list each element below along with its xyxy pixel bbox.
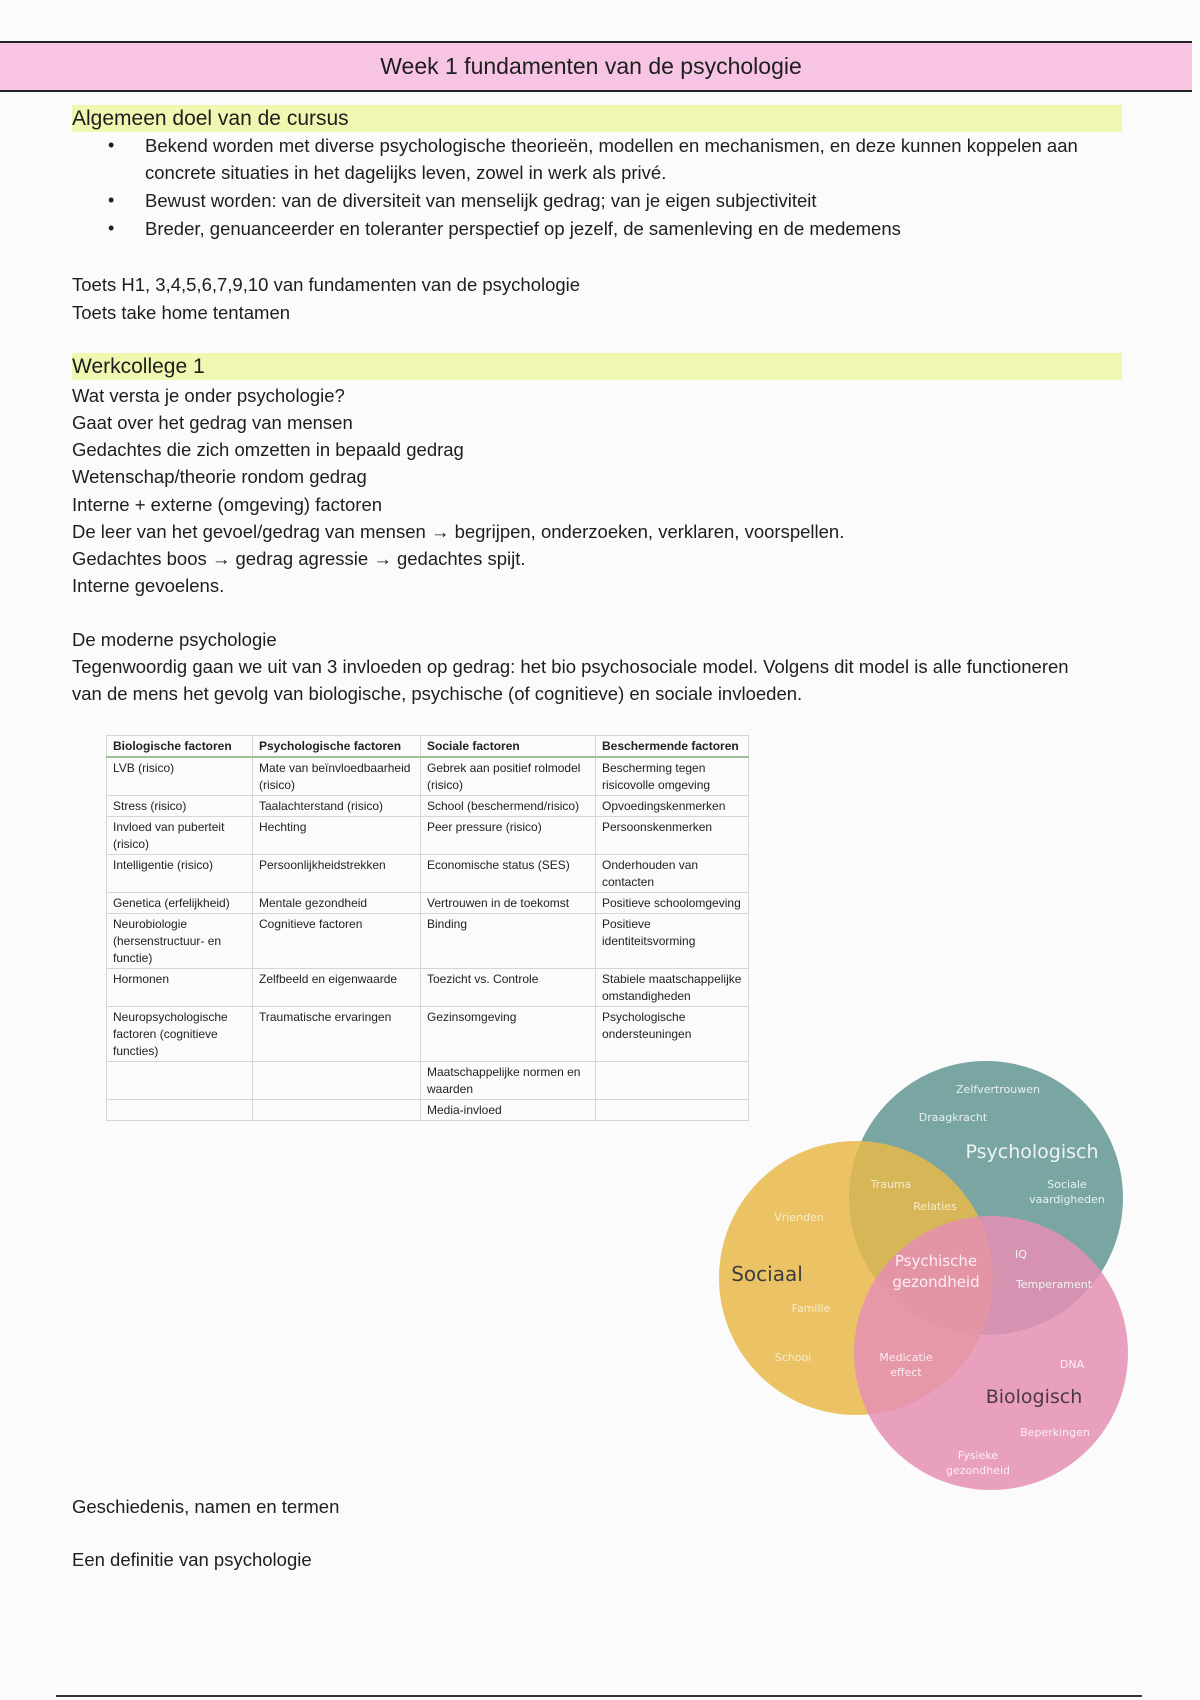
table-row bbox=[107, 893, 749, 914]
page-title: Week 1 fundamenten van de psychologie bbox=[380, 53, 802, 79]
table-cell: School (beschermend/risico) bbox=[421, 796, 596, 817]
test-line: Toets take home tentamen bbox=[72, 302, 291, 323]
table-cell bbox=[107, 1062, 253, 1100]
table-row bbox=[107, 817, 749, 855]
table-cell: Neurobiologie (hersenstructuur- en functie) bbox=[107, 914, 253, 969]
table-cell: Maatschappelijke normen en waarden bbox=[421, 1062, 596, 1100]
bottom-rule bbox=[56, 1695, 1142, 1697]
table-row bbox=[107, 855, 749, 893]
venn-label-sociaal: Sociaal bbox=[731, 1262, 803, 1286]
table-cell: Positieve schoolomgeving bbox=[596, 893, 749, 914]
venn-term: Beperkingen bbox=[1020, 1426, 1090, 1439]
footer-line: Geschiedenis, namen en termen bbox=[72, 1496, 340, 1517]
table-row bbox=[107, 1100, 749, 1121]
section-heading-werkcollege: Werkcollege 1 bbox=[72, 353, 1122, 380]
table-cell: Genetica (erfelijkheid) bbox=[107, 893, 253, 914]
venn-term: Temperament bbox=[1015, 1278, 1093, 1291]
table-cell: Mate van beïnvloedbaarheid (risico) bbox=[253, 757, 421, 796]
venn-term: DNA bbox=[1059, 1358, 1085, 1371]
biopsychosocial-venn-diagram bbox=[715, 1055, 1145, 1505]
venn-term: Zelfvertrouwen bbox=[955, 1083, 1041, 1096]
table-header: Sociale factoren bbox=[421, 736, 596, 758]
table-cell: Mentale gezondheid bbox=[253, 893, 421, 914]
venn-center-label: Psychische bbox=[894, 1252, 978, 1270]
venn-label-psychologisch: Psychologisch bbox=[965, 1141, 1099, 1163]
table-row bbox=[107, 1062, 749, 1100]
section-heading-goal: Algemeen doel van de cursus bbox=[72, 105, 1122, 132]
table-cell: Bescherming tegen risicovolle omgeving bbox=[596, 757, 749, 796]
table-cell: Cognitieve factoren bbox=[253, 914, 421, 969]
venn-term: Fysieke bbox=[957, 1449, 999, 1462]
table-cell: Positieve identiteitsvorming bbox=[596, 914, 749, 969]
venn-term: Medicatie bbox=[879, 1351, 933, 1364]
table-cell: Hormonen bbox=[107, 969, 253, 1007]
table-row bbox=[107, 914, 749, 969]
venn-term: vaardigheden bbox=[1029, 1193, 1105, 1206]
venn-term: Vrienden bbox=[774, 1211, 824, 1224]
table-cell: Taalachterstand (risico) bbox=[253, 796, 421, 817]
venn-term: Draagkracht bbox=[918, 1111, 988, 1124]
table-cell: Vertrouwen in de toekomst bbox=[421, 893, 596, 914]
venn-term: Sociale bbox=[1047, 1178, 1087, 1191]
table-row bbox=[107, 1007, 749, 1062]
venn-term: Familie bbox=[791, 1302, 831, 1315]
table-cell: Invloed van puberteit (risico) bbox=[107, 817, 253, 855]
venn-term: IQ bbox=[1015, 1248, 1027, 1261]
table-cell bbox=[253, 1100, 421, 1121]
factor-table bbox=[106, 735, 749, 1121]
modern-paragraph: Tegenwoordig gaan we uit van 3 invloeden op gedrag: het bio psychosociale model. Volgens dit model is alle functioneren van de mens het gevolg van biologische, psychische (of cognitieve) en sociale invloeden. bbox=[72, 656, 1069, 704]
werkcollege-line: Gedachtes die zich omzetten in bepaald gedrag bbox=[72, 439, 464, 460]
venn-center-label: gezondheid bbox=[892, 1273, 980, 1291]
table-cell: Intelligentie (risico) bbox=[107, 855, 253, 893]
table-cell: Traumatische ervaringen bbox=[253, 1007, 421, 1062]
table-header: Psychologische factoren bbox=[253, 736, 421, 758]
table-cell: Onderhouden van contacten bbox=[596, 855, 749, 893]
modern-heading: De moderne psychologie bbox=[72, 629, 277, 650]
werkcollege-line: Wetenschap/theorie rondom gedrag bbox=[72, 466, 367, 487]
list-item: • Breder, genuanceerder en toleranter perspectief op jezelf, de samenleving en de medemens bbox=[72, 215, 1132, 242]
table-cell: Persoonskenmerken bbox=[596, 817, 749, 855]
footer-line: Een definitie van psychologie bbox=[72, 1549, 312, 1570]
table-header: Beschermende factoren bbox=[596, 736, 749, 758]
table-cell: Persoonlijkheidstrekken bbox=[253, 855, 421, 893]
table-row bbox=[107, 796, 749, 817]
table-header-row bbox=[107, 736, 749, 758]
table-cell: Neuropsychologische factoren (cognitieve functies) bbox=[107, 1007, 253, 1062]
table-cell: Economische status (SES) bbox=[421, 855, 596, 893]
table-cell: Media-invloed bbox=[421, 1100, 596, 1121]
venn-term: Relaties bbox=[913, 1200, 957, 1213]
table-cell bbox=[107, 1100, 253, 1121]
werkcollege-line: Wat versta je onder psychologie? bbox=[72, 385, 345, 406]
test-line: Toets H1, 3,4,5,6,7,9,10 van fundamenten van de psychologie bbox=[72, 274, 581, 295]
werkcollege-line: Interne gevoelens. bbox=[72, 575, 225, 596]
werkcollege-line: Interne + externe (omgeving) factoren bbox=[72, 494, 383, 515]
table-row bbox=[107, 969, 749, 1007]
table-cell: Stress (risico) bbox=[107, 796, 253, 817]
table-cell: Zelfbeeld en eigenwaarde bbox=[253, 969, 421, 1007]
venn-term: Trauma bbox=[870, 1178, 912, 1191]
table-cell bbox=[253, 1062, 421, 1100]
venn-term: effect bbox=[890, 1366, 922, 1379]
venn-label-biologisch: Biologisch bbox=[985, 1386, 1083, 1408]
table-cell: Opvoedingskenmerken bbox=[596, 796, 749, 817]
table-cell: Psychologische ondersteuningen bbox=[596, 1007, 749, 1062]
venn-term: School bbox=[774, 1351, 812, 1364]
page-title-banner bbox=[0, 41, 1192, 92]
table-cell: Binding bbox=[421, 914, 596, 969]
table-cell: Stabiele maatschappelijke omstandigheden bbox=[596, 969, 749, 1007]
table-cell: LVB (risico) bbox=[107, 757, 253, 796]
werkcollege-line: De leer van het gevoel/gedrag van mensen → begrijpen, onderzoeken, verklaren, voorspellen. bbox=[72, 521, 845, 542]
list-item: • Bewust worden: van de diversiteit van menselijk gedrag; van je eigen subjectiviteit bbox=[72, 187, 1132, 214]
table-header: Biologische factoren bbox=[107, 736, 253, 758]
table-cell: Hechting bbox=[253, 817, 421, 855]
table-cell: Peer pressure (risico) bbox=[421, 817, 596, 855]
table-cell: Toezicht vs. Controle bbox=[421, 969, 596, 1007]
werkcollege-line: Gaat over het gedrag van mensen bbox=[72, 412, 353, 433]
table-cell: Gebrek aan positief rolmodel (risico) bbox=[421, 757, 596, 796]
table-row bbox=[107, 757, 749, 796]
goal-bullet-list bbox=[72, 132, 1132, 243]
list-item: • Bekend worden met diverse psychologische theorieën, modellen en mechanismen, en deze kunnen koppelen aan concrete situaties in het dagelijks leven, zowel in werk als privé. bbox=[72, 132, 1132, 186]
table-cell: Gezinsomgeving bbox=[421, 1007, 596, 1062]
venn-term: gezondheid bbox=[946, 1464, 1010, 1477]
werkcollege-line: Gedachtes boos → gedrag agressie → gedachtes spijt. bbox=[72, 548, 526, 569]
